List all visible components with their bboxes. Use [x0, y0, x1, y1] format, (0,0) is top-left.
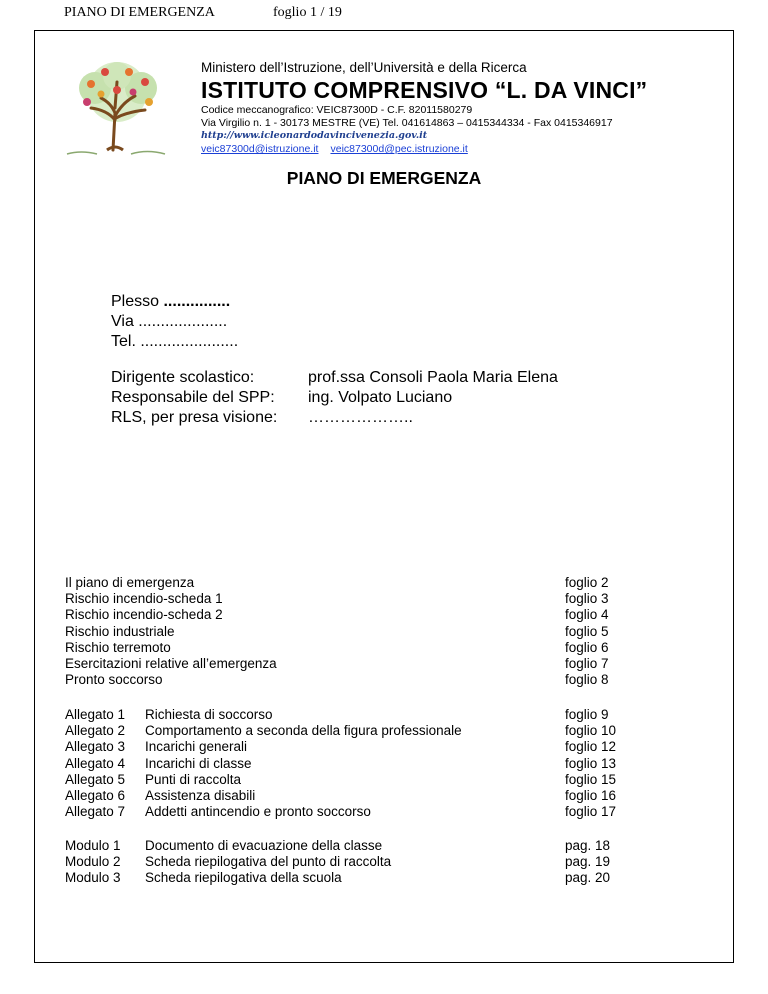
ministry-name: Ministero dell’Istruzione, dell’Università e della Ricerca: [201, 60, 527, 75]
toc-id: Allegato 3: [65, 739, 126, 755]
toc-title: Documento di evacuazione della classe: [145, 838, 383, 853]
toc-row: [65, 607, 665, 623]
toc-page: foglio 15: [565, 771, 617, 787]
toc-row: [65, 723, 665, 739]
email-link[interactable]: veic87300d@istruzione.it: [201, 143, 319, 155]
toc-title: Punti di raccolta: [145, 771, 242, 787]
role-label: Dirigente scolastico:: [111, 369, 255, 386]
header-title: PIANO DI EMERGENZA: [64, 5, 215, 20]
school-codes: Codice meccanografico: VEIC87300D - C.F. 82011580279: [201, 104, 473, 116]
toc-title: Richiesta di soccorso: [145, 707, 273, 722]
toc-title: Incarichi generali: [145, 739, 248, 755]
toc-id: Modulo 3: [65, 870, 121, 886]
toc-page: foglio 10: [565, 723, 617, 739]
toc-page: pag. 20: [565, 870, 611, 886]
toc-page: foglio 13: [565, 755, 617, 771]
toc-row: [65, 591, 665, 607]
toc-title: Comportamento a seconda della figura professionale: [145, 723, 462, 739]
role-label: RLS, per presa visione:: [111, 409, 278, 426]
role-row: [111, 408, 558, 428]
role-row: [111, 368, 558, 388]
roles-block: [111, 368, 558, 428]
toc-title: Scheda riepilogativa della scuola: [145, 870, 342, 886]
school-address: Via Virgilio n. 1 - 30173 MESTRE (VE) Tel. 041614863 – 0415344334 - Fax 0415346917: [201, 117, 613, 129]
toc-row: [65, 854, 665, 870]
toc-row: [65, 640, 665, 656]
toc-page: foglio 7: [565, 656, 609, 672]
toc-page: foglio 9: [565, 707, 609, 722]
toc-page: foglio 4: [565, 607, 609, 623]
plesso-line: [111, 292, 238, 312]
school-website[interactable]: http://www.icleonardodavincivenezia.gov.it: [201, 130, 428, 141]
toc-moduli-section: [65, 838, 665, 887]
toc-id: Allegato 2: [65, 723, 126, 739]
institution-header: [201, 60, 721, 157]
toc-title: Esercitazioni relative all’emergenza: [65, 656, 277, 672]
toc-title: Rischio terremoto: [65, 639, 171, 655]
toc-page: foglio 8: [565, 672, 609, 688]
toc-row: [65, 672, 665, 688]
pec-email-link[interactable]: veic87300d@pec.istruzione.it: [330, 143, 468, 155]
toc-row: [65, 756, 665, 772]
toc-main-section: [65, 575, 665, 688]
toc-row: [65, 788, 665, 804]
toc-title: Rischio incendio-scheda 1: [65, 591, 223, 607]
toc-row: [65, 575, 665, 591]
toc-row: [65, 707, 665, 723]
contact-emails: [201, 143, 721, 157]
header-sheet-number: foglio 1 / 19: [273, 5, 342, 20]
plesso-label: Plesso: [111, 293, 160, 310]
toc-page: pag. 19: [565, 854, 611, 870]
toc-page: foglio 3: [565, 591, 609, 607]
role-label: Responsabile del SPP:: [111, 389, 275, 406]
toc-title: Il piano di emergenza: [65, 575, 195, 590]
toc-title: Addetti antincendio e pronto soccorso: [145, 804, 371, 820]
toc-row: [65, 870, 665, 886]
toc-title: Assistenza disabili: [145, 788, 256, 804]
toc-title: Incarichi di classe: [145, 755, 252, 771]
role-row: [111, 388, 558, 408]
toc-title: Scheda riepilogativa del punto di raccolta: [145, 854, 392, 870]
toc-page: foglio 6: [565, 639, 609, 655]
toc-row: [65, 772, 665, 788]
toc-row: [65, 739, 665, 755]
toc-id: Modulo 2: [65, 854, 121, 870]
school-name: ISTITUTO COMPRENSIVO “L. DA VINCI”: [201, 77, 648, 103]
toc-page: pag. 18: [565, 838, 611, 853]
toc-title: Pronto soccorso: [65, 672, 163, 688]
toc-row: [65, 624, 665, 640]
school-tree-logo: [61, 58, 173, 160]
role-value: ………………..: [308, 409, 413, 426]
toc-row: [65, 804, 665, 820]
toc-allegati-section: [65, 707, 665, 820]
toc-title: Rischio incendio-scheda 2: [65, 607, 223, 623]
toc-id: Allegato 4: [65, 755, 126, 771]
toc-id: Allegato 5: [65, 771, 126, 787]
via-line: Via ....................: [111, 313, 228, 330]
role-value: prof.ssa Consoli Paola Maria Elena: [308, 369, 558, 386]
document-title: PIANO DI EMERGENZA: [286, 168, 482, 188]
toc-id: Allegato 7: [65, 804, 126, 820]
toc-page: foglio 16: [565, 788, 617, 804]
toc-page: foglio 17: [565, 804, 617, 820]
plesso-dots: ...............: [163, 293, 231, 310]
toc-id: Allegato 1: [65, 707, 126, 722]
toc-page: foglio 2: [565, 575, 609, 590]
toc-id: Allegato 6: [65, 788, 126, 804]
role-value: ing. Volpato Luciano: [308, 389, 453, 406]
toc-row: [65, 656, 665, 672]
tel-line: Tel. ......................: [111, 333, 239, 350]
toc-page: foglio 5: [565, 623, 609, 639]
toc-id: Modulo 1: [65, 838, 121, 853]
toc-row: [65, 838, 665, 854]
plesso-block: [111, 292, 238, 352]
toc-title: Rischio industriale: [65, 623, 175, 639]
toc-page: foglio 12: [565, 739, 617, 755]
